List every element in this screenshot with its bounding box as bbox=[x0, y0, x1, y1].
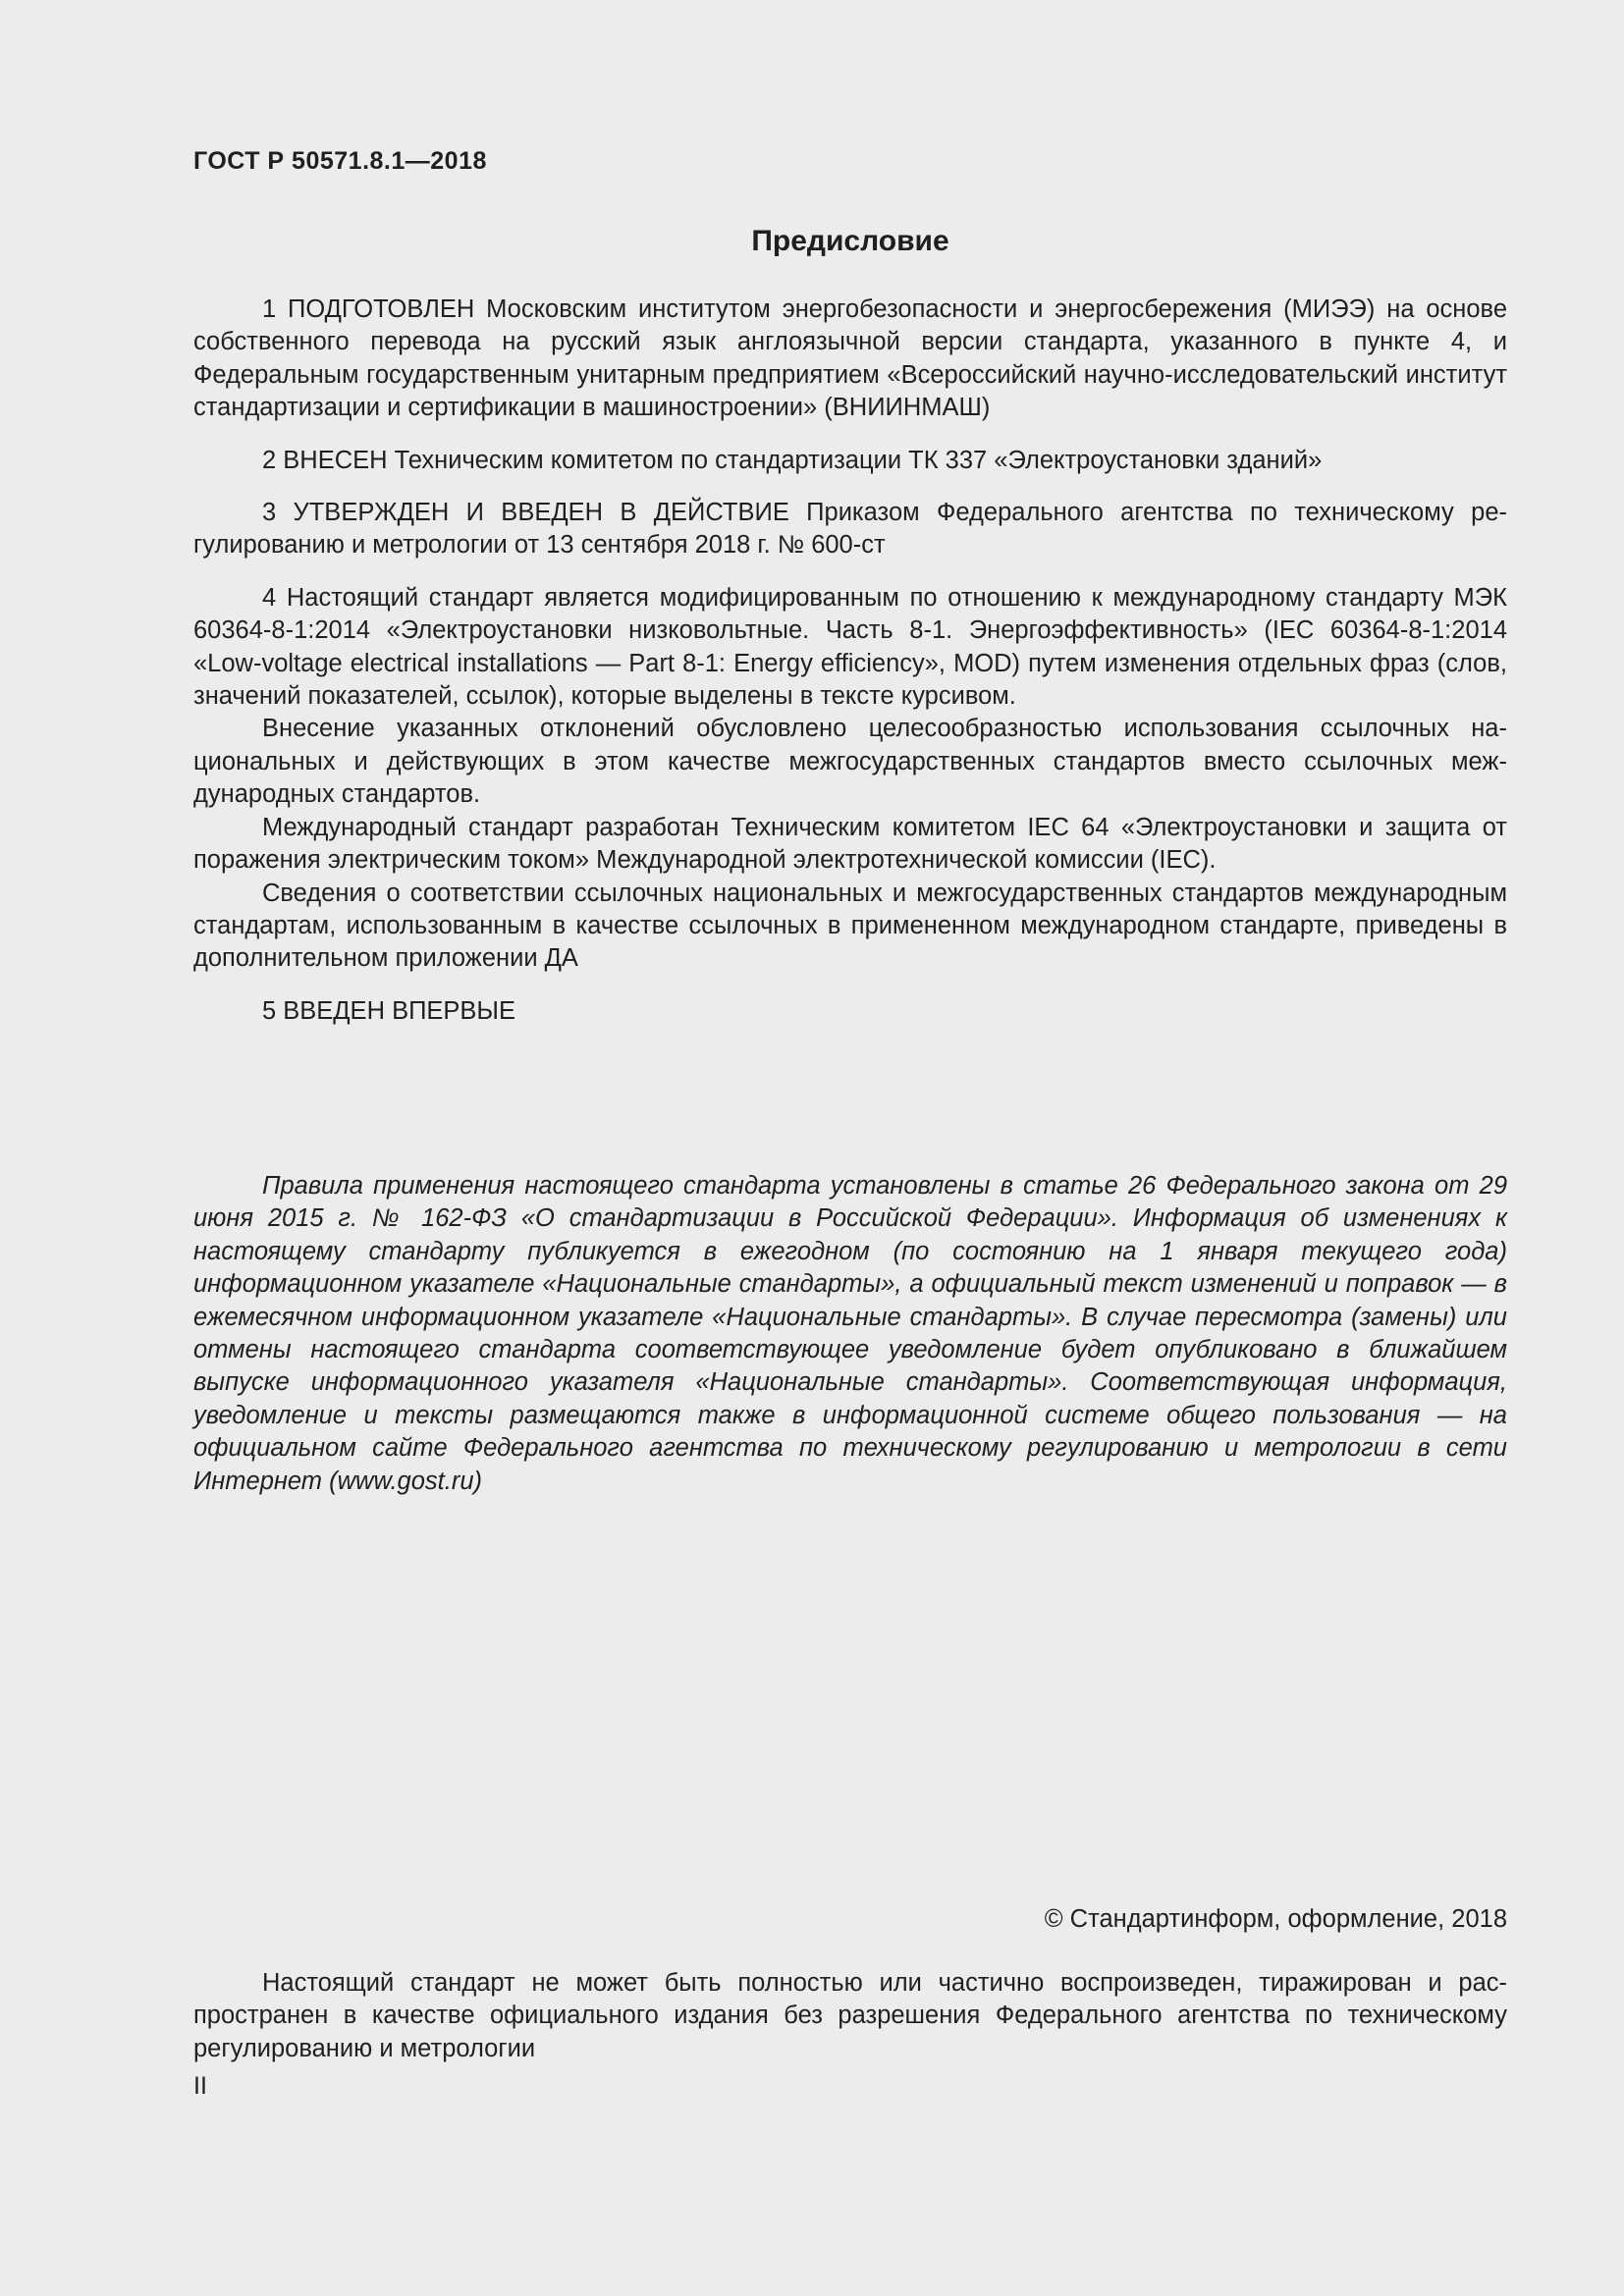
preface-item-4-deviations: Внесение указанных отклонений обусловлено целесообразностью использования ссылочных национальных и действующих в этом качестве межгосударственных стандартов вместо ссылочных международных стандартов. bbox=[193, 715, 1507, 809]
document-code: ГОСТ Р 50571.8.1—2018 bbox=[193, 147, 487, 175]
reproduction-notice: Настоящий стандарт не может быть полностью или частично воспроизведен, тиражирован и распространен в качестве официального издания без разрешения Федерального агентства по техническому регулированию и метрологии bbox=[193, 1969, 1507, 2062]
copyright-line: © Стандартинформ, оформление, 2018 bbox=[1044, 1905, 1507, 1933]
preface-item-2: 2 ВНЕСЕН Техническим комитетом по стандартизации ТК 337 «Электроустановки зданий» bbox=[262, 446, 1323, 474]
preface-item-1: 1 ПОДГОТОВЛЕН Московским институтом энергобезопасности и энергосбережения (МИЭЭ) на основе собственного перевода на русский язык англоязычной версии стандарта, указанного в пункте 4, и Федеральным государственным унитарным предприятием «Всероссийский научно-исследовательский институт стандартизации и сертификации в машиностроении» (ВНИИНМАШ) bbox=[193, 295, 1507, 422]
preface-item-3: 3 УТВЕРЖДЕН И ВВЕДЕН В ДЕЙСТВИЕ Приказом Федерального агентства по техническому регулированию и метрологии от 13 сентября 2018 г. № 600-ст bbox=[193, 499, 1507, 560]
preface-item-5: 5 ВВЕДЕН ВПЕРВЫЕ bbox=[262, 996, 516, 1025]
rules-notice-section bbox=[193, 1170, 1507, 1498]
preface-item-4-references: Сведения о соответствии ссылочных национальных и межгосударственных стандартов международным стандартам, использованным в качестве ссылочных в примененном международном стандарте, приведены в дополнительном приложении ДА bbox=[193, 879, 1507, 973]
preface-item-4-developer: Международный стандарт разработан Техническим комитетом IEC 64 «Электроустановки и защита от поражения электрическим током» Международной электротехнической комиссии (IEC). bbox=[193, 813, 1507, 875]
page-number: II bbox=[193, 2072, 207, 2100]
reproduction-notice-section bbox=[193, 1967, 1507, 2065]
page-title: Предисловие bbox=[751, 225, 949, 257]
preface-section bbox=[193, 294, 1507, 1028]
rules-notice: Правила применения настоящего стандарта установлены в статье 26 Федерального закона от 29 июня 2015 г. № 162-ФЗ «О стандартизации в Российской Федерации». Информация об изменениях к настоящему стандарту публикуется в ежегодном (по состоянию на 1 января текущего года) информационном указателе «Национальные стандарты», а официальный текст изменений и поправок — в ежемесячном информационном указателе «Национальные стандарты». В случае пересмотра (замены) или отмены настоящего стандарта соответствующее уведомление будет опубликовано в ближайшем выпуске информационного указателя «Национальные стандарты». Соответствующая информация, уведомление и тексты размещаются также в информационной системе общего пользования — на официальном сайте Федерального агентства по техническому регулированию и метрологии в сети Интернет (www.gost.ru) bbox=[193, 1172, 1507, 1495]
preface-item-4: 4 Настоящий стандарт является модифицированным по отношению к международному стандарту МЭК 60364-8-1:2014 «Электроустановки низковольтные. Часть 8-1. Энергоэффективность» (IEC 60364-8-1:2014 «Low-voltage electrical installations — Part 8-1: Energy efficiency», MOD) путем изменения отдельных фраз (слов, значений показателей, ссылок), которые выделены в тексте курсивом. bbox=[193, 583, 1507, 711]
